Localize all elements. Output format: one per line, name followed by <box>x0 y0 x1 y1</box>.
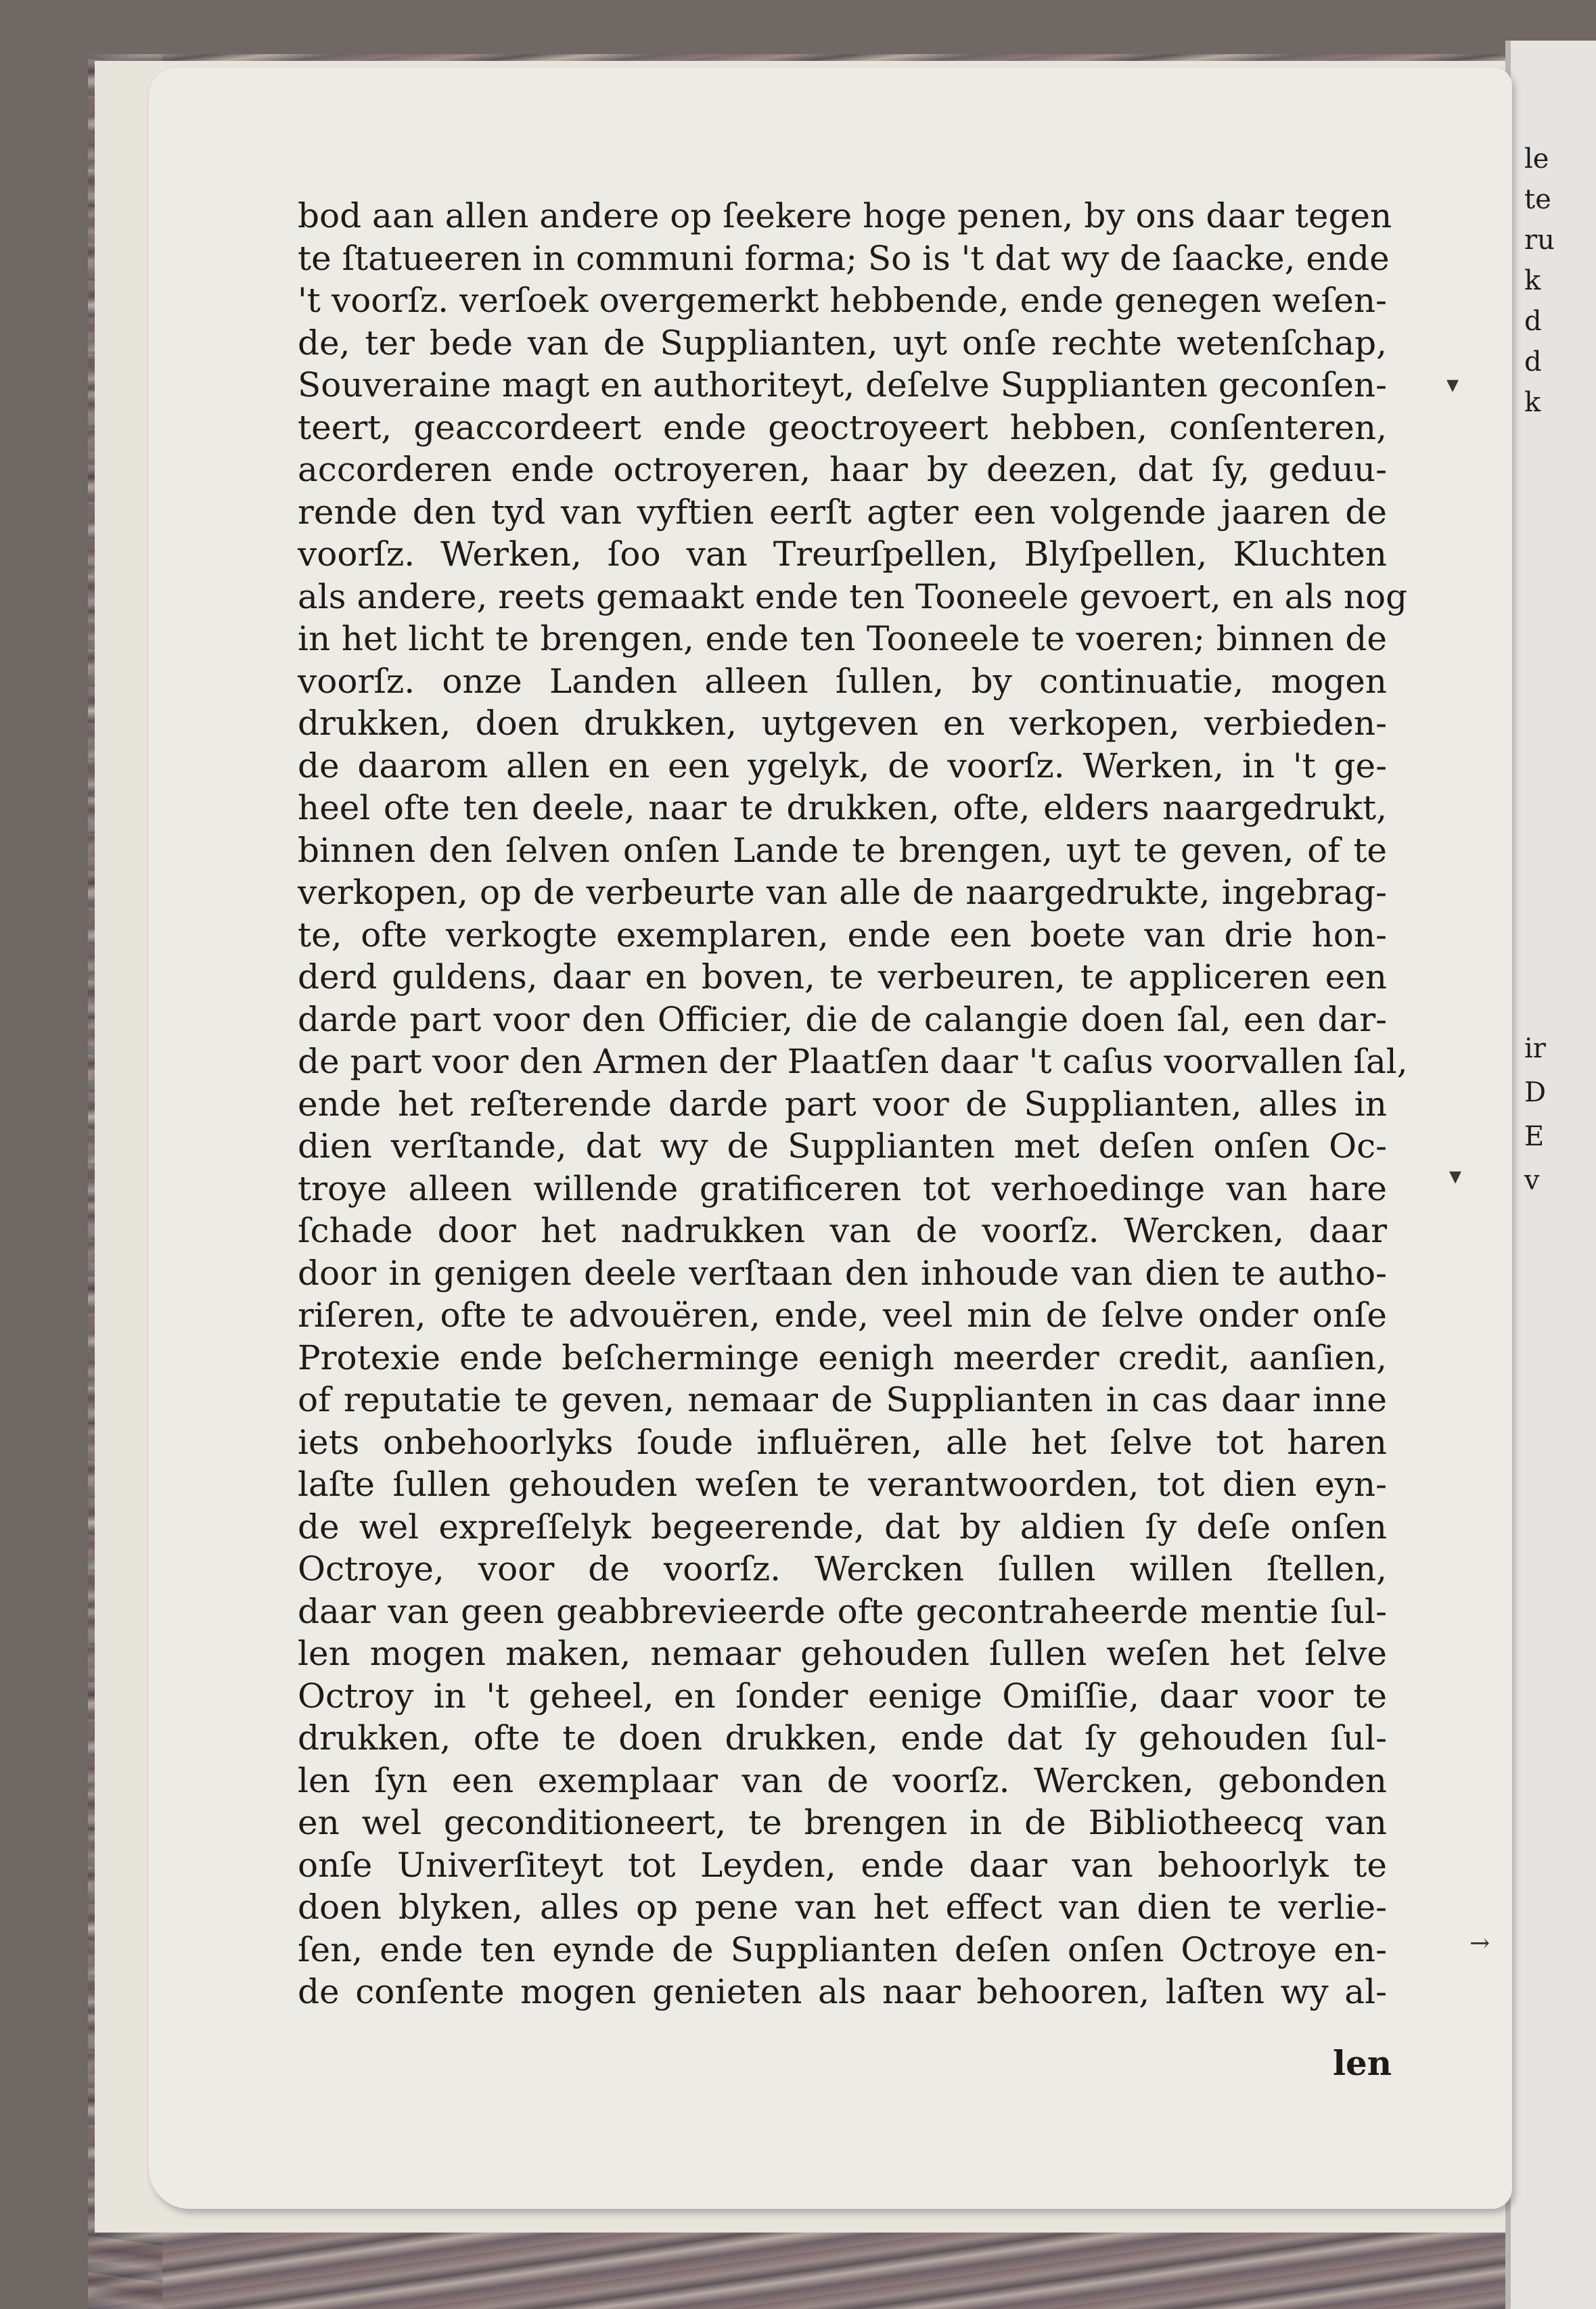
text-line: derd guldens, daar en boven, te verbeuren, te appliceren een <box>298 957 1387 997</box>
text-line: heel ofte ten deele, naar te drukken, ofte, elders naargedrukt, <box>298 788 1387 827</box>
text-line: ſen, ende ten eynde de Supplianten deſen onſen Octroye en- <box>298 1929 1387 1969</box>
text-line: darde part voor den Officier, die de calangie doen ſal, een dar- <box>298 999 1387 1039</box>
next-page-fragment: ir <box>1524 1033 1546 1064</box>
text-line: laſte ſullen gehouden weſen te verantwoorden, tot dien eyn- <box>298 1465 1387 1504</box>
text-line: verkopen, op de verbeurte van alle de naargedrukte, ingebrag- <box>298 873 1387 912</box>
next-page-fragment: te <box>1524 184 1551 215</box>
text-line: drukken, ofte te doen drukken, ende dat ſy gehouden ſul- <box>298 1718 1387 1758</box>
catchword: len <box>1333 2043 1392 2083</box>
margin-mark: ▾ <box>1449 1162 1462 1190</box>
text-line: onſe Univerſiteyt tot Leyden, ende daar van behoorlyk te <box>298 1845 1387 1885</box>
text-line: door in genigen deele verſtaan den inhoude van dien te autho- <box>298 1253 1387 1293</box>
text-line: de part voor den Armen der Plaatſen daar 't caſus voorvallen ſal, <box>298 1042 1408 1081</box>
text-line: Souveraine magt en authoriteyt, deſelve Supplianten geconſen- <box>298 365 1387 405</box>
adjacent-page <box>1505 41 1596 2309</box>
text-line: Octroy in 't geheel, en ſonder eenige Omiſſie, daar voor te <box>298 1676 1387 1716</box>
margin-mark: ▾ <box>1446 371 1459 398</box>
text-line: dien verſtande, dat wy de Supplianten met deſen onſen Oc- <box>298 1126 1387 1166</box>
text-line: de daarom allen en een ygelyk, de voorſz. Werken, in 't ge- <box>298 746 1387 785</box>
text-line: accorderen ende octroyeren, haar by deezen, dat ſy, geduu- <box>298 450 1387 489</box>
next-page-fragment: D <box>1524 1077 1547 1108</box>
text-line: doen blyken, alles op pene van het effect van dien te verlie- <box>298 1888 1387 1927</box>
next-page-fragment: v <box>1524 1165 1540 1196</box>
text-line: Protexie ende beſcherminge eenigh meerder credit, aanſien, <box>298 1338 1387 1377</box>
text-line: rende den tyd van vyftien eerſt agter een volgende jaaren de <box>298 492 1387 532</box>
next-page-fragment: d <box>1524 306 1542 337</box>
text-line: 't voorſz. verſoek overgemerkt hebbende, ende genegen weſen- <box>298 281 1387 320</box>
text-line: voorſz. onze Landen alleen ſullen, by continuatie, mogen <box>298 661 1387 701</box>
text-line: Octroye, voor de voorſz. Wercken ſullen willen ſtellen, <box>298 1549 1387 1588</box>
text-line: als andere, reets gemaakt ende ten Tooneele gevoert, en als nog <box>298 576 1408 616</box>
text-line: voorſz. Werken, ſoo van Treurſpellen, Blyſpellen, Kluchten <box>298 534 1387 574</box>
text-line: len mogen maken, nemaar gehouden ſullen weſen het ſelve <box>298 1634 1387 1673</box>
next-page-fragment: le <box>1524 143 1549 175</box>
text-line: of reputatie te geven, nemaar de Supplianten in cas daar inne <box>298 1380 1387 1419</box>
next-page-fragment: E <box>1524 1121 1545 1152</box>
text-line: daar van geen geabbrevieerde ofte gecontraheerde mentie ſul- <box>298 1591 1387 1631</box>
text-line: ende het reſterende darde part voor de Supplianten, alles in <box>298 1084 1387 1124</box>
text-line: riſeren, ofte te advouëren, ende, veel min de ſelve onder onſe <box>298 1296 1387 1335</box>
text-line: en wel geconditioneert, te brengen in de Bibliotheecq van <box>298 1803 1387 1842</box>
text-line: ſchade door het nadrukken van de voorſz. Wercken, daar <box>298 1211 1387 1250</box>
page-text <box>298 195 1408 2013</box>
margin-mark: → <box>1469 1929 1490 1957</box>
next-page-fragment: k <box>1524 387 1541 418</box>
next-page-fragment: ru <box>1524 225 1555 256</box>
text-line: te ſtatueeren in communi forma; So is 't dat wy de ſaacke, ende <box>298 238 1390 278</box>
text-line: iets onbehoorlyks ſoude influëren, alle het ſelve tot haren <box>298 1422 1387 1462</box>
text-line: de wel expreſſelyk begeerende, dat by aldien ſy deſe onſen <box>298 1507 1387 1547</box>
text-line: de, ter bede van de Supplianten, uyt onſe rechte wetenſchap, <box>298 323 1387 363</box>
text-line: bod aan allen andere op ſeekere hoge penen, by ons daar tegen <box>298 196 1392 235</box>
text-line: teert, geaccordeert ende geoctroyeert hebben, conſenteren, <box>298 407 1387 447</box>
text-line: troye alleen willende gratificeren tot verhoedinge van hare <box>298 1168 1387 1208</box>
text-line: de conſente mogen genieten als naar behooren, laſten wy al- <box>298 1972 1387 2011</box>
text-line: binnen den ſelven onſen Lande te brengen, uyt te geven, of te <box>298 830 1387 870</box>
next-page-fragment: d <box>1524 346 1542 378</box>
text-line: drukken, doen drukken, uytgeven en verkopen, verbieden- <box>298 704 1387 743</box>
text-line: in het licht te brengen, ende ten Tooneele te voeren; binnen de <box>298 619 1387 658</box>
text-line: te, ofte verkogte exemplaren, ende een boete van drie hon- <box>298 915 1387 955</box>
text-line: len ſyn een exemplaar van de voorſz. Wercken, gebonden <box>298 1760 1387 1800</box>
next-page-fragment: k <box>1524 265 1541 296</box>
